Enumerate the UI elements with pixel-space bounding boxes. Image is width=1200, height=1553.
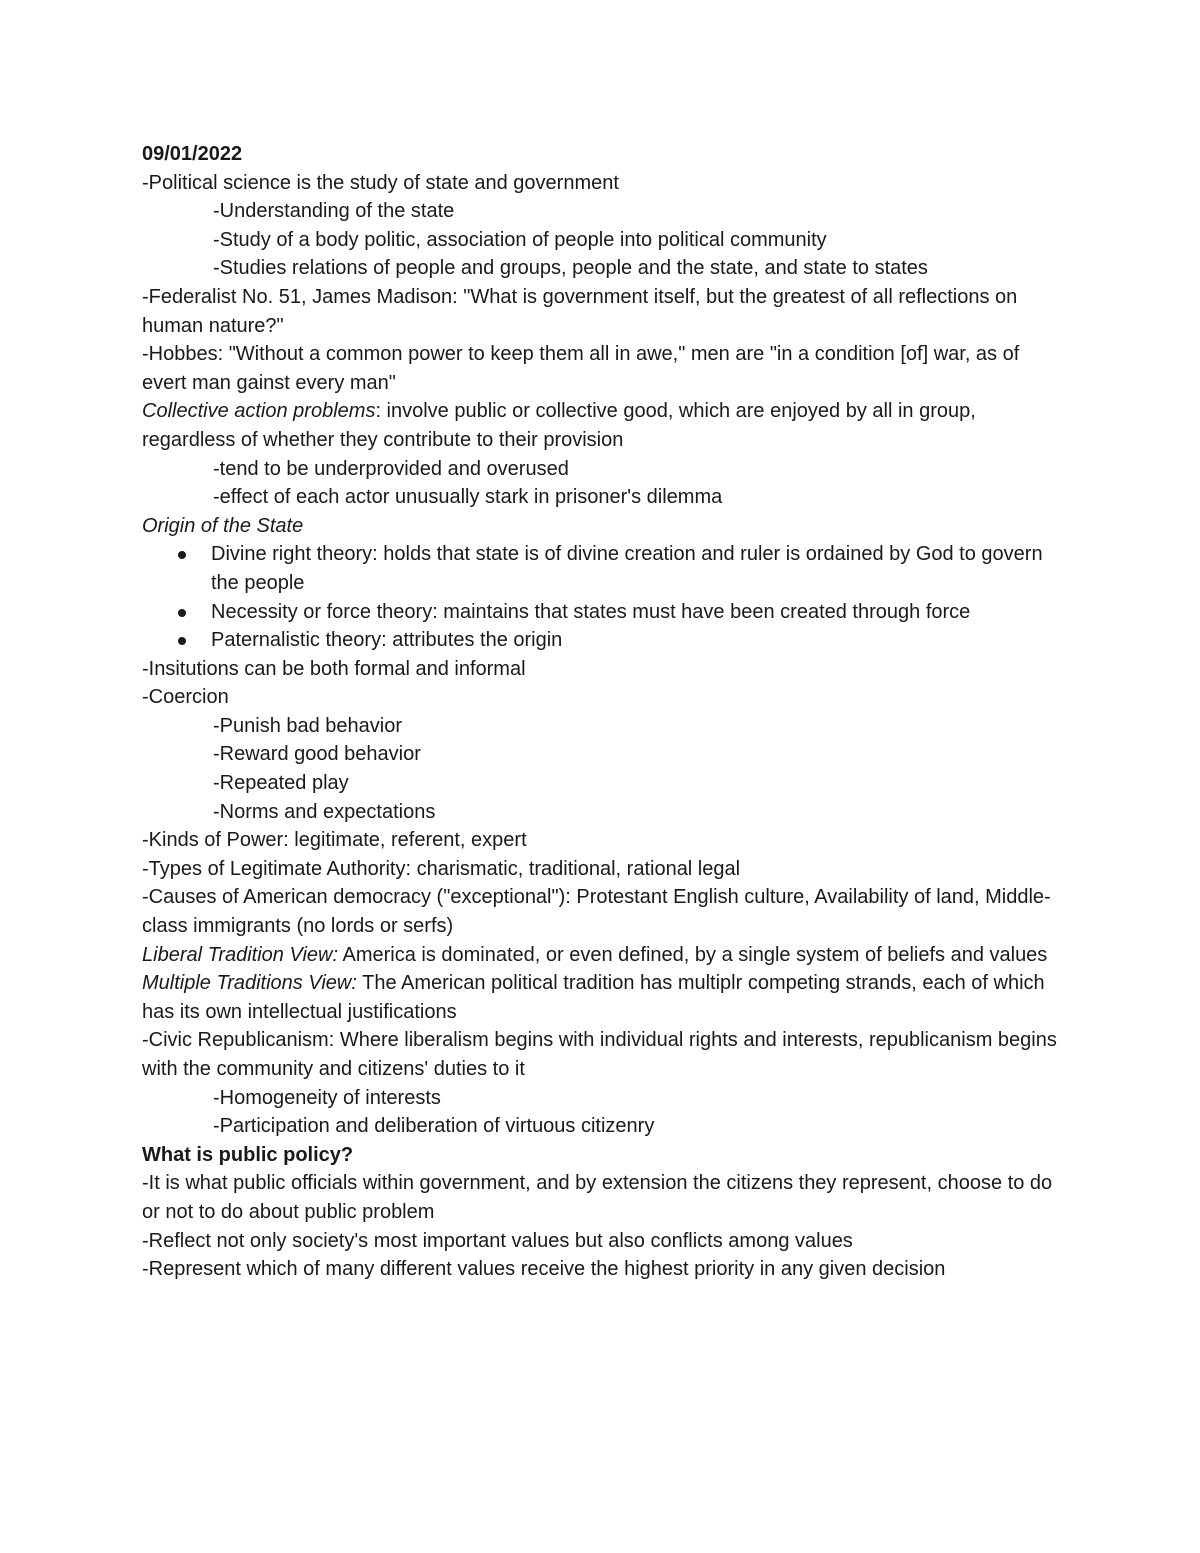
bullet-text: Necessity or force theory: maintains that states must have been created through force — [211, 600, 971, 623]
note-line: -Causes of American democracy ("exceptional"): Protestant English culture, Availability of land, Middle-class immigrants (no lords or serfs) — [142, 886, 1051, 938]
term: Liberal Tradition View: — [142, 943, 339, 966]
note-line: -Insitutions can be both formal and informal — [142, 657, 526, 680]
bullet-item — [142, 626, 1067, 655]
note-subline: -Reward good behavior — [213, 743, 421, 766]
note-line: -Types of Legitimate Authority: charismatic, traditional, rational legal — [142, 857, 741, 880]
note-subline: -Repeated play — [213, 772, 349, 795]
bullet-text: Divine right theory: holds that state is of divine creation and ruler is ordained by God to govern the people — [211, 543, 1043, 594]
note-line: -Federalist No. 51, James Madison: "What is government itself, but the greatest of all reflections on human nature?" — [142, 285, 1018, 337]
note-subline: -Punish bad behavior — [213, 714, 403, 737]
note-line: -Coercion — [142, 686, 229, 709]
term: Multiple Traditions View: — [142, 972, 357, 995]
note-subline: -Homogeneity of interests — [213, 1086, 441, 1109]
term: Collective action problems — [142, 400, 376, 423]
definition-text: America is dominated, or even defined, by a single system of beliefs and values — [338, 943, 1048, 966]
bullet-icon — [178, 637, 186, 645]
section-heading-origin: Origin of the State — [142, 514, 304, 537]
definition-text: : involve public or collective good, which are enjoyed by all in group, regardless of whether they contribute to their provision — [142, 400, 976, 451]
definition-text: The American political tradition has multiplr competing strands, each of which has its own intellectual justifications — [142, 972, 1045, 1023]
note-subline: -Understanding of the state — [213, 200, 455, 223]
note-line: -Political science is the study of state and government — [142, 171, 619, 194]
definition-multiple-traditions — [142, 969, 1067, 1026]
note-line: -Hobbes: "Without a common power to keep them all in awe," men are "in a condition [of] war, as of evert man gainst every man" — [142, 343, 1020, 394]
section-heading-public-policy: What is public policy? — [142, 1143, 354, 1166]
note-subline: -effect of each actor unusually stark in prisoner's dilemma — [213, 486, 723, 509]
definition-liberal-tradition — [142, 941, 1067, 970]
note-line: -Kinds of Power: legitimate, referent, expert — [142, 829, 527, 852]
bullet-list — [142, 540, 1067, 654]
note-line: -It is what public officials within government, and by extension the citizens they represent, choose to do or not to do about public problem — [142, 1172, 1053, 1223]
note-line: -Represent which of many different values receive the highest priority in any given decision — [142, 1258, 946, 1281]
bullet-item — [142, 598, 1067, 627]
note-line: -Reflect not only society's most important values but also conflicts among values — [142, 1229, 853, 1252]
note-subline: -Studies relations of people and groups, people and the state, and state to states — [213, 257, 928, 280]
note-subline: -Participation and deliberation of virtuous citizenry — [213, 1115, 655, 1138]
note-subline: -Study of a body politic, association of people into political community — [213, 228, 827, 251]
notes-body — [142, 140, 1067, 1284]
bullet-icon — [178, 551, 186, 559]
bullet-icon — [178, 609, 186, 617]
definition-collective-action — [142, 397, 1067, 454]
bullet-item — [142, 540, 1067, 597]
note-subline: -tend to be underprovided and overused — [213, 457, 569, 480]
note-subline: -Norms and expectations — [213, 800, 436, 823]
date-heading: 09/01/2022 — [142, 143, 243, 165]
bullet-text: Paternalistic theory: attributes the origin — [211, 629, 563, 652]
note-line: -Civic Republicanism: Where liberalism begins with individual rights and interests, republicanism begins with the community and citizens' duties to it — [142, 1029, 1057, 1080]
